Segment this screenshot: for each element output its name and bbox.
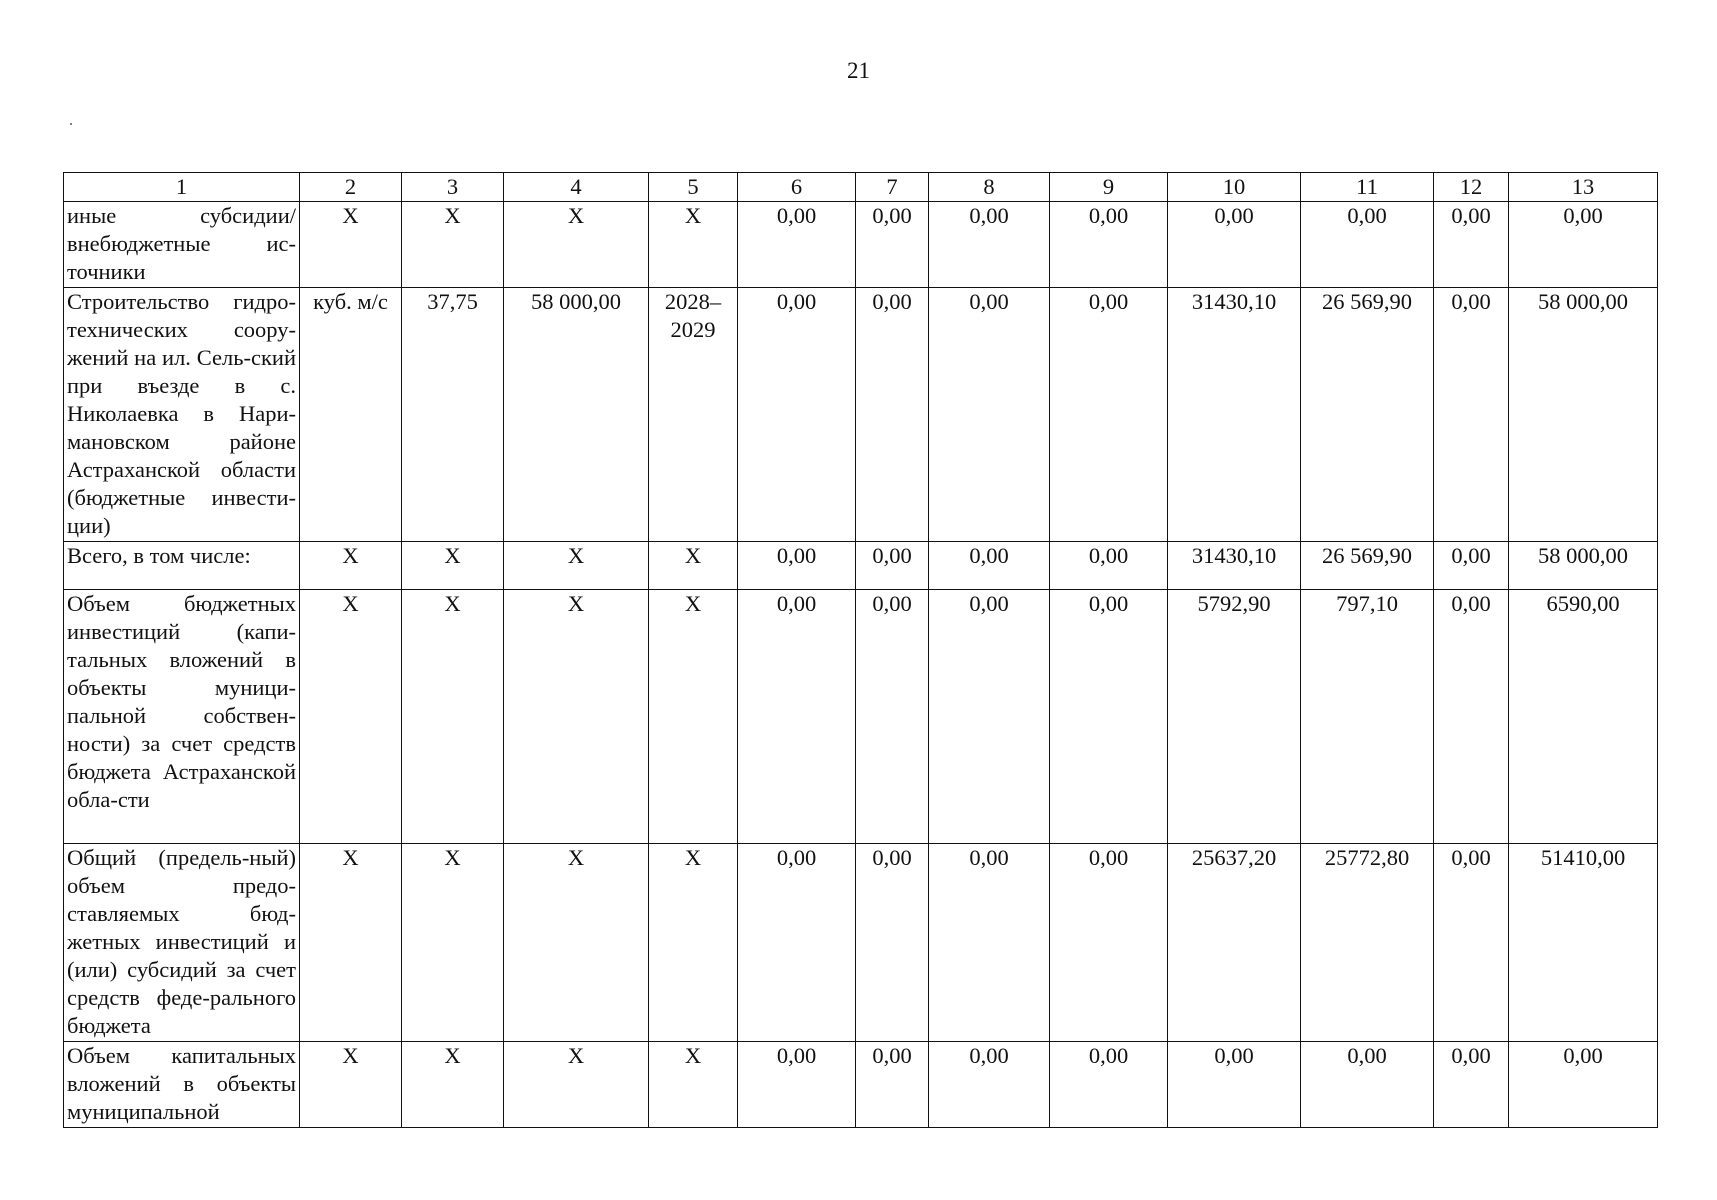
table-cell: X [504, 202, 649, 288]
column-number-row [64, 173, 1658, 202]
table-cell: 0,00 [1301, 202, 1434, 288]
table-cell: X [649, 1042, 738, 1128]
table-cell: 2028–2029 [649, 288, 738, 542]
table-cell: X [402, 542, 504, 590]
table-cell: 0,00 [929, 202, 1050, 288]
table-cell: 0,00 [856, 590, 929, 844]
table-cell: X [300, 542, 402, 590]
table-cell: 0,00 [1509, 202, 1658, 288]
table-cell: X [649, 542, 738, 590]
table-cell: X [300, 202, 402, 288]
table-cell: 0,00 [929, 844, 1050, 1042]
table-row [64, 202, 1658, 288]
table-cell: 0,00 [738, 590, 856, 844]
column-number: 7 [856, 173, 929, 202]
table-cell: 0,00 [738, 1042, 856, 1128]
table-cell: 0,00 [1434, 288, 1509, 542]
table-cell: 797,10 [1301, 590, 1434, 844]
table-cell: 0,00 [1050, 844, 1168, 1042]
table-cell: 0,00 [856, 288, 929, 542]
table-cell: 0,00 [738, 202, 856, 288]
table-cell: X [300, 844, 402, 1042]
table-cell: 26 569,90 [1301, 288, 1434, 542]
table-cell: 6590,00 [1509, 590, 1658, 844]
row-name: Строительство гидро-технических соору-жений на ил. Сель-ский при въезде в с. Николаевка в Нари-мановском районе Астраханской области (бюджетные инвести-ции) [64, 288, 300, 542]
column-number: 12 [1434, 173, 1509, 202]
scan-speck [70, 123, 72, 125]
table-cell: X [504, 542, 649, 590]
column-number: 11 [1301, 173, 1434, 202]
table-cell: 0,00 [738, 542, 856, 590]
table-cell: куб. м/с [300, 288, 402, 542]
table-cell: 25772,80 [1301, 844, 1434, 1042]
table-cell: 0,00 [738, 844, 856, 1042]
table-cell: 0,00 [856, 1042, 929, 1128]
column-number: 3 [402, 173, 504, 202]
column-number: 13 [1509, 173, 1658, 202]
table-cell: X [300, 1042, 402, 1128]
budget-table [63, 172, 1658, 1128]
table-cell: 0,00 [1050, 542, 1168, 590]
table-cell: X [649, 202, 738, 288]
table-cell: 0,00 [856, 202, 929, 288]
table-cell: 31430,10 [1168, 288, 1301, 542]
table-cell: X [402, 1042, 504, 1128]
column-number: 2 [300, 173, 402, 202]
table-cell: X [402, 202, 504, 288]
row-name: Общий (предель-ный) объем предо-ставляемых бюд-жетных инвестиций и (или) субсидий за счет средств феде-рального бюджета [64, 844, 300, 1042]
table-cell: 0,00 [929, 1042, 1050, 1128]
table-cell: 26 569,90 [1301, 542, 1434, 590]
table-cell: 0,00 [856, 844, 929, 1042]
table-cell: 0,00 [1050, 202, 1168, 288]
table-row [64, 288, 1658, 542]
table-cell: 0,00 [929, 542, 1050, 590]
table-cell: 0,00 [738, 288, 856, 542]
table-cell: X [300, 590, 402, 844]
column-number: 9 [1050, 173, 1168, 202]
table-cell: 0,00 [1050, 1042, 1168, 1128]
table-cell: 0,00 [1050, 288, 1168, 542]
table-cell: 0,00 [1434, 1042, 1509, 1128]
table-cell: 0,00 [1168, 1042, 1301, 1128]
column-number: 8 [929, 173, 1050, 202]
table-cell: 58 000,00 [504, 288, 649, 542]
table-cell: X [649, 590, 738, 844]
column-number: 5 [649, 173, 738, 202]
table-cell: X [402, 590, 504, 844]
table-cell: 0,00 [1509, 1042, 1658, 1128]
row-name: Всего, в том числе: [64, 542, 300, 590]
table-cell: 0,00 [1168, 202, 1301, 288]
table-row [64, 1042, 1658, 1128]
table-cell: 25637,20 [1168, 844, 1301, 1042]
column-number: 6 [738, 173, 856, 202]
row-name: Объем капитальных вложений в объекты муниципальной [64, 1042, 300, 1128]
table-cell: 0,00 [929, 590, 1050, 844]
table-cell: 0,00 [856, 542, 929, 590]
table-cell: 37,75 [402, 288, 504, 542]
table-cell: 51410,00 [1509, 844, 1658, 1042]
table-cell: 5792,90 [1168, 590, 1301, 844]
table-cell: X [504, 590, 649, 844]
table-cell: X [649, 844, 738, 1042]
table-row [64, 590, 1658, 844]
table-cell: 0,00 [1050, 590, 1168, 844]
table-row [64, 542, 1658, 590]
row-name: Объем бюджетных инвестиций (капи-тальных вложений в объекты муници-пальной собствен-ности) за счет средств бюджета Астраханской обла-сти [64, 590, 300, 844]
table-cell: 0,00 [1434, 844, 1509, 1042]
table-cell: X [504, 844, 649, 1042]
table-cell: 0,00 [1434, 590, 1509, 844]
table-cell: 0,00 [929, 288, 1050, 542]
column-number: 1 [64, 173, 300, 202]
table-cell: 58 000,00 [1509, 288, 1658, 542]
table-cell: 58 000,00 [1509, 542, 1658, 590]
table-cell: X [504, 1042, 649, 1128]
table-row [64, 844, 1658, 1042]
table-cell: 0,00 [1434, 202, 1509, 288]
column-number: 4 [504, 173, 649, 202]
page-number: 21 [847, 58, 870, 83]
column-number: 10 [1168, 173, 1301, 202]
row-name: иные субсидии/ внебюджетные ис-точники [64, 202, 300, 288]
table-cell: X [402, 844, 504, 1042]
table-cell: 0,00 [1434, 542, 1509, 590]
table-cell: 0,00 [1301, 1042, 1434, 1128]
table-cell: 31430,10 [1168, 542, 1301, 590]
